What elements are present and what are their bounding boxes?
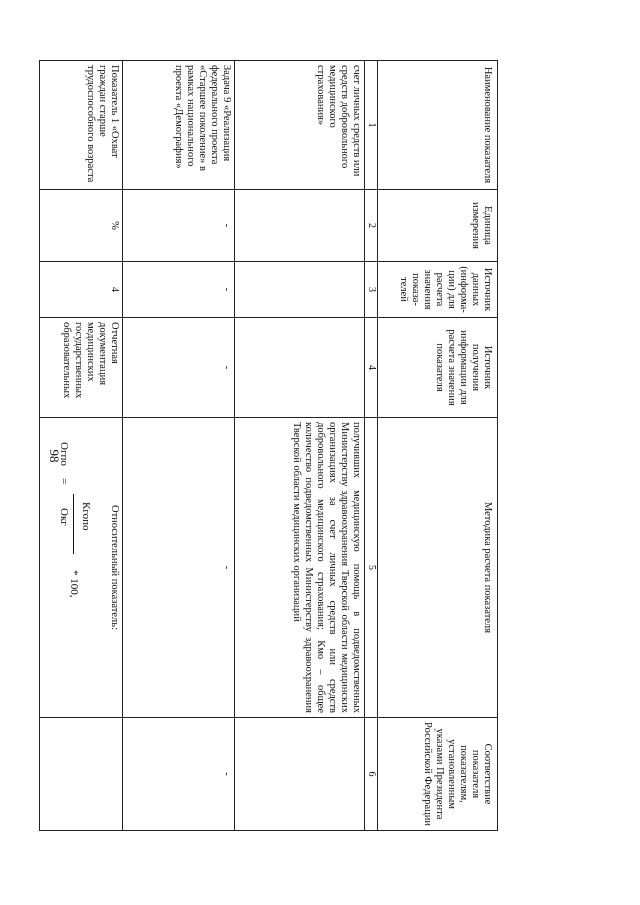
table-cell: % bbox=[39, 190, 122, 262]
table-cell bbox=[235, 318, 365, 418]
relative-indicator-label: Относительный показатель: bbox=[109, 505, 120, 630]
column-number: 1 bbox=[365, 61, 378, 190]
header-cell: Источник получения информации для расчета значения показателя bbox=[378, 318, 498, 418]
table-cell: - bbox=[123, 318, 235, 418]
table-cell: - bbox=[123, 190, 235, 262]
formula bbox=[42, 422, 102, 713]
column-number-row bbox=[365, 61, 378, 831]
page-number: 98 bbox=[47, 449, 62, 463]
table-cell: Задача 9 «Реализация федерального проекта «Старшее поколение» в рамках национального проекта «Демография» bbox=[123, 61, 235, 190]
header-cell: Методика расчета показателя bbox=[378, 418, 498, 718]
table-cell: Отчетная документация медицинских государственных образовательных bbox=[39, 318, 122, 418]
table-cell: Показатель 1 «Охват граждан старше трудоспособного возраста bbox=[39, 61, 122, 190]
table-cell: счет личных средств или средств добровольного медицинского страхования» bbox=[235, 61, 365, 190]
formula-denominator: Окг bbox=[57, 508, 70, 526]
column-number: 2 bbox=[365, 190, 378, 262]
header-cell: Единица измерения bbox=[378, 190, 498, 262]
rotated-table-wrapper bbox=[57, 60, 498, 830]
column-number: 4 bbox=[365, 318, 378, 418]
table-cell: 4 bbox=[39, 262, 122, 318]
table-cell bbox=[235, 718, 365, 831]
header-cell: Соответствие показателя показателям, установленным указами Президента Российской Федерации bbox=[378, 718, 498, 831]
table-row bbox=[235, 61, 365, 831]
column-number: 5 bbox=[365, 418, 378, 718]
header-cell: Наименование показателя bbox=[378, 61, 498, 190]
table-cell-methodology bbox=[39, 418, 122, 718]
table-cell: - bbox=[123, 718, 235, 831]
table-cell bbox=[235, 190, 365, 262]
indicator-table bbox=[39, 60, 498, 831]
header-cell: Источник данных (информа-ции) для расчета значения показа-телей bbox=[378, 262, 498, 318]
formula-numerator: Кгопо bbox=[79, 502, 92, 531]
table-cell-methodology: получивших медицинскую помощь в подведомственных Министерству здравоохранения Тверской области медицинских организациях за счет личных средств или средств добровольного медицинского страхования; Кмо – общее количество подведомственных Министерству здравоохранения Тверской области медицинских организаций bbox=[235, 418, 365, 718]
formula-lhs: Огпо bbox=[57, 442, 70, 466]
table-row bbox=[39, 61, 122, 831]
table-cell: - bbox=[123, 418, 235, 718]
table-cell bbox=[39, 718, 122, 831]
column-number: 6 bbox=[365, 718, 378, 831]
formula-equals: = bbox=[57, 478, 70, 485]
fraction-line bbox=[73, 494, 74, 554]
formula-multiplier: * 100, bbox=[67, 570, 80, 598]
header-row bbox=[378, 61, 498, 831]
table-cell: - bbox=[123, 262, 235, 318]
column-number: 3 bbox=[365, 262, 378, 318]
table-row bbox=[123, 61, 235, 831]
table-cell bbox=[235, 262, 365, 318]
